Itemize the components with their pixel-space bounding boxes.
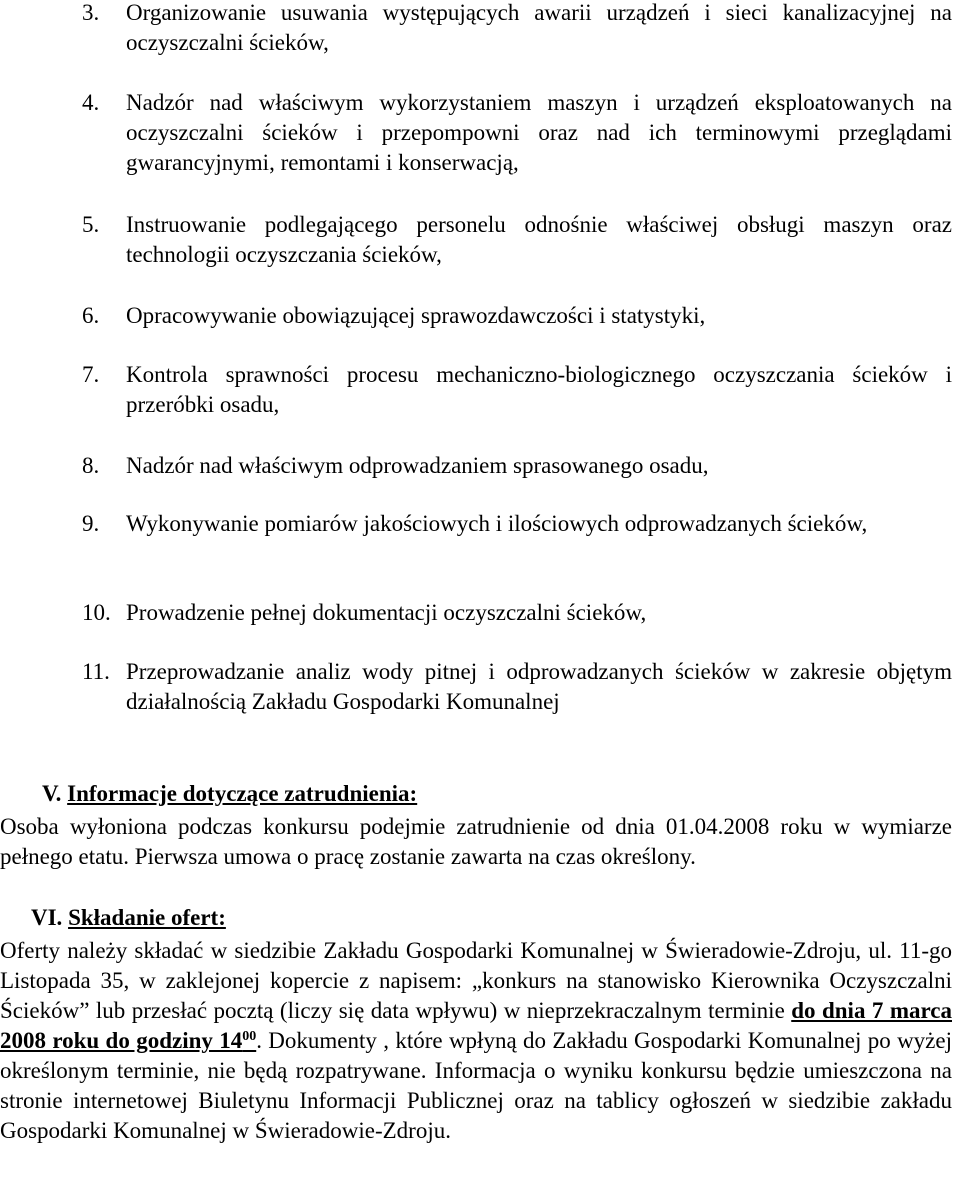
list-number: 6. (82, 303, 100, 328)
list-text: Opracowywanie obowiązującej sprawozdawczości i statystyki, (126, 303, 706, 328)
list-item-6 (82, 301, 952, 331)
list-item-10 (82, 598, 952, 628)
list-text: Organizowanie usuwania występujących awarii urządzeń i sieci kanalizacyjnej na oczyszczalni ścieków, (126, 0, 952, 55)
section-title: Informacje dotyczące zatrudnienia: (67, 781, 418, 806)
offers-paragraph (0, 936, 952, 1146)
list-text: Wykonywanie pomiarów jakościowych i ilościowych odprowadzanych ścieków, (126, 511, 868, 536)
list-item-9 (82, 509, 952, 539)
list-item-3 (82, 0, 952, 58)
list-item-4 (82, 88, 952, 178)
list-text: Nadzór nad właściwym odprowadzaniem sprasowanego osadu, (126, 453, 709, 478)
list-number: 9. (82, 511, 100, 536)
list-number: 5. (82, 212, 100, 237)
offers-text-intro: Oferty należy składać w siedzibie Zakładu Gospodarki Komunalnej w Świeradowie-Zdroju, ul. 11-go Listopada 35, w zaklejonej kopercie z napisem: „konkurs na stanowisko Kierownika Oczyszczalni Ścieków” lub przesłać pocztą (liczy się data wpływu) w nieprzekraczalnym terminie (0, 938, 952, 1023)
section-heading-offers (31, 903, 226, 933)
section-numeral: V. (42, 781, 62, 806)
list-text: Przeprowadzanie analiz wody pitnej i odprowadzanych ścieków w zakresie objętym działalnością Zakładu Gospodarki Komunalnej (126, 659, 952, 714)
list-number: 11. (82, 659, 110, 684)
list-text: Kontrola sprawności procesu mechaniczno-biologicznego oczyszczania ścieków i przeróbki osadu, (126, 362, 952, 417)
list-number: 7. (82, 362, 100, 387)
list-item-8 (82, 451, 952, 481)
list-item-7 (82, 360, 952, 420)
list-number: 8. (82, 453, 100, 478)
employment-paragraph: Osoba wyłoniona podczas konkursu podejmie zatrudnienie od dnia 01.04.2008 roku w wymiarze pełnego etatu. Pierwsza umowa o pracę zostanie zawarta na czas określony. (0, 814, 952, 869)
list-item-11 (82, 657, 952, 717)
section-title: Składanie ofert: (68, 905, 226, 930)
list-text: Nadzór nad właściwym wykorzystaniem maszyn i urządzeń eksploatowanych na oczyszczalni ścieków i przepompowni oraz nad ich terminowymi przeglądami gwarancyjnymi, remontami i konserwacją, (126, 90, 952, 175)
section-numeral: VI. (31, 905, 63, 930)
offers-text-rest: . Dokumenty , które wpłyną do Zakładu Gospodarki Komunalnej po wyżej określonym terminie, nie będą rozpatrywane. Informacja o wyniku konkursu będzie umieszczona na stronie internetowej Biuletynu Informacji Publicznej oraz na tablicy ogłoszeń w siedzibie zakładu Gospodarki Komunalnej w Świeradowie-Zdroju. (0, 1028, 952, 1143)
list-item-5 (82, 210, 952, 270)
deadline-date: do dnia 7 marca 2008 roku do godziny 14 (0, 998, 952, 1053)
section-heading-employment (42, 779, 417, 809)
list-text: Instruowanie podlegającego personelu odnośnie właściwej obsługi maszyn oraz technologii oczyszczania ścieków, (126, 212, 952, 267)
list-number: 10. (82, 600, 111, 625)
list-text: Prowadzenie pełnej dokumentacji oczyszczalni ścieków, (126, 600, 647, 625)
deadline-minutes: 00 (242, 1029, 257, 1044)
list-number: 4. (82, 90, 100, 115)
list-number: 3. (82, 0, 100, 25)
